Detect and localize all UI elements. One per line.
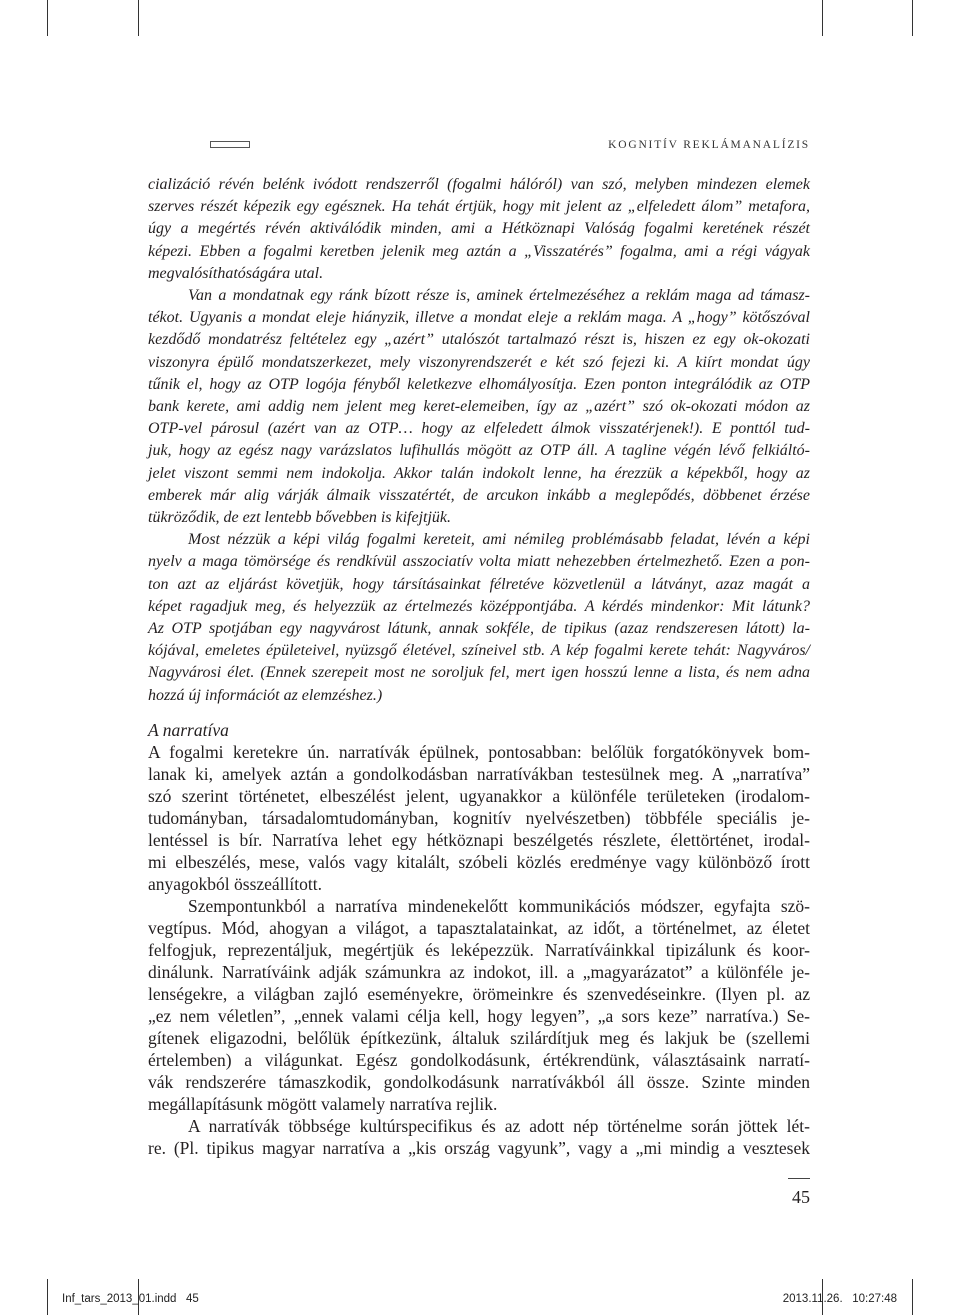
text-line: megállapításunk mögött valamely narratíva rejlik. <box>148 1094 498 1114</box>
text-line: bank kerete, ami addig nem jelent meg keret-elemeiben, így az „azért” szó ok-okozati módon az <box>148 398 810 416</box>
text-line: dinálunk. Narratíváink adják számunkra az indokot, ill. a „magyarázatot” a különféle je- <box>148 962 810 982</box>
text-line: „ez nem véletlen”, „ennek valami célja kell, hogy legyen”, „a sors keze” narratíva.) Se- <box>148 1006 810 1026</box>
crop-mark <box>138 0 139 36</box>
text-line: Van a mondatnak egy ránk bízott része is, aminek értelmezéséhez a reklám maga ad támasz- <box>188 287 810 305</box>
text-line: A narratívák többsége kultúrspecifikus és az adott nép történelme során jöttek lét- <box>188 1116 810 1136</box>
paragraph <box>148 741 810 895</box>
text-line: Most nézzük a képi világ fogalmi kereteit, ami némileg problémásabb feladat, lévén a képi <box>188 531 810 549</box>
text-line: vegtípus. Mód, ahogyan a világot, a tapasztalatainkat, az időt, a történelmet, az életet <box>148 918 810 938</box>
text-line: nyelv a maga tömörsége és rendkívül asszociatív volta miatt nehezebben értelmezhető. Ezen a pon- <box>148 553 810 571</box>
paragraph <box>148 1115 810 1159</box>
text-line: tékot. Ugyanis a mondat eleje hiányzik, illetve a mondat eleje a reklám maga. A „hogy” kötőszóval <box>148 309 810 327</box>
section-heading: A narratíva <box>148 720 229 740</box>
text-line: képezi. Ebben a fogalmi keretben jelenik meg aztán a „Visszatérés” fogalma, ami a régi vágyak <box>148 242 810 260</box>
text-line: jelet viszont semmi nem indokolja. Akkor talán indokolt lenne, ha érezzük a képekből, hogy az <box>148 464 810 482</box>
page-number: 45 <box>792 1187 810 1207</box>
body-text-block <box>148 741 810 1159</box>
text-line: gítenek eligazodni, belőlük építkezünk, általuk szilárdítjuk meg és lakjuk be (szellemi <box>148 1028 810 1048</box>
paragraph <box>148 895 810 1115</box>
text-line: felfogjuk, reprezentáljuk, megértjük és leképezzük. Narratíváinkkal tipizálunk és koor- <box>148 940 810 960</box>
text-line: viszonyra épülő mondatszerkezet, mely viszonyrendszerét e két szó fejezi ki. A kiírt mondat úgy <box>148 353 810 371</box>
text-line: lanak ki, amelyek aztán a gondolkodásban narratívákban testesülnek meg. A „narratíva” <box>148 764 810 784</box>
text-line: A fogalmi keretekre ún. narratívák épülnek, pontosabban: belőlük forgatókönyvek bom- <box>148 742 810 762</box>
text-line: lentéssel is bír. Narratíva lehet egy hétköznapi beszélgetés részlete, élettörténet, irodal- <box>148 830 810 850</box>
paragraph <box>148 174 810 285</box>
text-line: vák rendszerére támaszkodik, gondolkodásunk narratívákból áll össze. Szinte minden <box>148 1072 810 1092</box>
text-line: értelemben) a világunkat. Egész gondolkodásunk, értékrendünk, választásaink narratí- <box>148 1050 810 1070</box>
text-line: szerves részét képezik egy egésznek. Ha tehát értjük, hogy mit jelent az „elfeledett álom” metafora, <box>148 198 810 216</box>
paragraph <box>148 529 810 707</box>
text-line: re. (Pl. tipikus magyar narratíva a „kis ország vagyunk”, vagy a „mi mindig a vesztesek <box>148 1138 810 1158</box>
crop-mark <box>912 1279 913 1315</box>
text-line: lenségekre, a világban zajló eseményekre, örömeinkre és szenvedéseinkre. (Ilyen pl. az <box>148 984 810 1004</box>
text-line: anyagokból összeállított. <box>148 874 322 894</box>
text-line: tudományban, társadalomtudományban, kognitív nyelvészetben) többféle speciális je- <box>148 808 810 828</box>
text-line: szó szerint történetet, elbeszélést jelent, ugyanakkor a különféle területeken (irodalom- <box>148 786 810 806</box>
crop-mark <box>47 1279 48 1315</box>
crop-mark <box>822 0 823 36</box>
text-line: OTP-vel párosul (azért van az OTP… hogy az elfeledett álmok visszatérjenek!). E ponttól tud- <box>148 420 810 438</box>
text-line: juk, hogy az egész nagy varázslatos lufihullás mögött az OTP áll. A tagline végén lévő felkiáltó- <box>148 442 810 460</box>
slug-filename: Inf_tars_2013_01.indd 45 <box>62 1293 199 1305</box>
header-marker-box <box>210 141 250 148</box>
page-number-rule <box>788 1178 810 1179</box>
text-line: úgy a megértés révén aktiválódik minden, ami a Hétköznapi Valóság fogalmi keretének részét <box>148 220 810 238</box>
text-line: hozzá új információt az elemzéshez.) <box>148 686 383 704</box>
text-line: Nagyvárosi élet. (Ennek szerepeit most ne soroljuk fel, mert igen hosszú lenne a lista, és nem adna <box>148 664 810 682</box>
italic-text-block <box>148 174 810 707</box>
text-line: mi elbeszélés, mese, valós vagy kitalált, szóbeli közlés eredménye vagy különböző írott <box>148 852 810 872</box>
text-line: tűnik el, hogy az OTP logója fényből keletkezve elhomályosítja. Ezen ponton integrálódik az OTP <box>148 375 810 393</box>
text-line: Szempontunkból a narratíva mindenekelőtt kommunikációs módszer, egyfajta szö- <box>188 896 810 916</box>
crop-mark <box>912 0 913 36</box>
slug-timestamp: 2013.11.26. 10:27:48 <box>782 1293 897 1305</box>
text-line: megvalósíthatóságára utal. <box>148 264 324 282</box>
text-line: kójával, emeletes épületeivel, nyüzsgő életével, színeivel stb. A kép fogalmi kerete tehát: Nagyváros/ <box>148 642 810 660</box>
text-line: emberek már alig várják álmaik visszatértét, de arcukon inkább a meglepődés, döbbenet érzése <box>148 486 810 504</box>
text-line: kezdődő mondatrész feltételez egy „azért” utalószót tartalmazó részt is, hiszen ez egy ok-okozati <box>148 331 810 349</box>
crop-mark <box>47 0 48 36</box>
text-line: Az OTP spotjában egy nagyvárost látunk, annak sokféle, de tipikus (azaz rendszeresen látott) la- <box>148 620 810 638</box>
text-line: ton azt az eljárást követjük, hogy társításainkat félretéve közvetlenül a látványt, azaz magát a <box>148 575 810 593</box>
text-line: cializáció révén belénk ivódott rendszerről (fogalmi hálóról) van szó, melyben mindezen elemek <box>148 176 810 193</box>
paragraph <box>148 285 810 529</box>
text-line: képet ragadjuk meg, és helyezzük az értelmezés középpontjába. A kérdés mindenkor: Mit látunk? <box>148 597 810 615</box>
running-head: KOGNITÍV REKLÁMANALÍZIS <box>608 139 810 151</box>
text-line: tükröződik, de ezt lentebb bővebben is kifejtjük. <box>148 509 452 527</box>
